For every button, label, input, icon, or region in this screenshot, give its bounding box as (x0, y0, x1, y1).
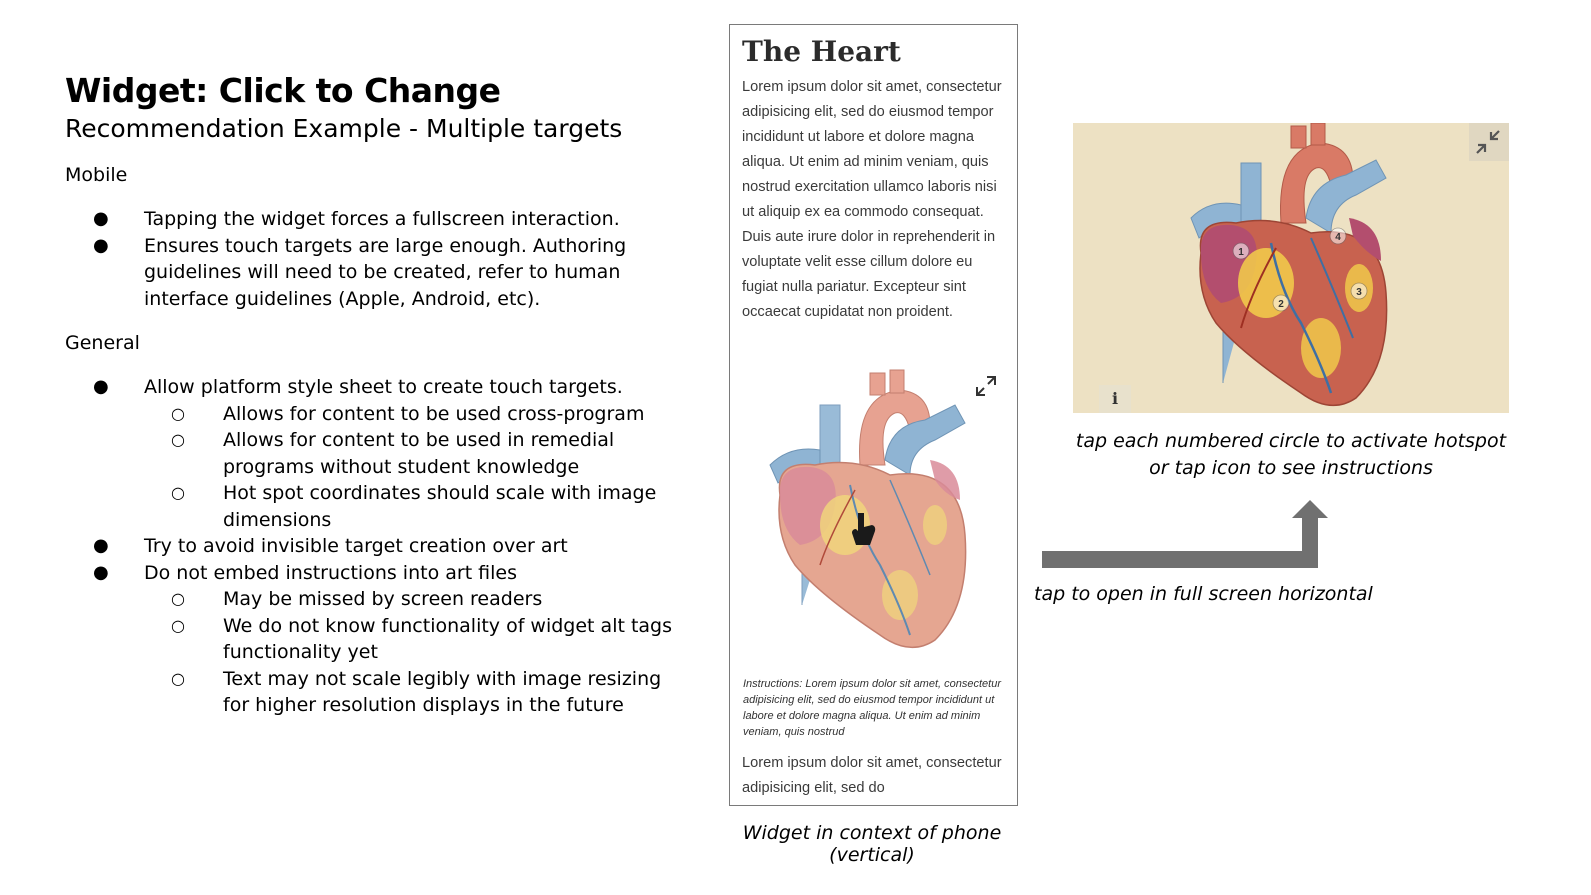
phone-mockup (729, 24, 1018, 806)
svg-text:4: 4 (1335, 232, 1341, 243)
instructions-text: Instructions: Lorem ipsum dolor sit amet, consectetur adipisicing elit, sed do eiusmod tempor incididunt ut labore et dolore magna aliqua. Ut enim ad minim veniam, quis nostrud (743, 678, 1001, 738)
slide-content (65, 70, 675, 719)
svg-text:2: 2 (1278, 299, 1284, 310)
bullet: ● (93, 208, 109, 229)
general-list (65, 374, 675, 719)
sub-list (144, 586, 675, 719)
tap-caption: tap to open in full screen horizontal (1034, 583, 1373, 605)
section-heading-mobile: Mobile (65, 164, 128, 186)
hotspot-3[interactable] (1351, 283, 1367, 299)
section-heading-general: General (65, 332, 140, 354)
sub-list (144, 401, 675, 534)
mobile-list (65, 206, 675, 312)
sub-bullet: ○ (171, 430, 185, 449)
info-button[interactable] (1099, 385, 1131, 413)
expand-icon[interactable] (975, 375, 997, 397)
list-item: ● Do not embed instructions into art files ○ May be missed by screen readers ○ We do not know functionality of widget alt tags functionality yet ○ Text may not scale legibly with image resizing for higher resolution displays in the future (65, 560, 675, 719)
sub-bullet: ○ (171, 403, 185, 423)
list-item: ● Ensures touch targets are large enough. Authoring guidelines will need to be created, refer to human interface guidelines (Apple, Android, etc). (93, 234, 627, 310)
hotspot-2[interactable] (1273, 295, 1289, 311)
svg-text:3: 3 (1356, 287, 1362, 298)
sub-bullet: ○ (171, 589, 185, 608)
arrow-right-up-icon (1040, 498, 1330, 573)
svg-text:1: 1 (1238, 247, 1244, 258)
collapse-button[interactable] (1469, 123, 1509, 161)
phone-caption: Widget in context of phone (vertical) (742, 822, 1002, 866)
sub-list-item: ○ Text may not scale legibly with image resizing for higher resolution displays in the future (171, 667, 662, 716)
sub-list-item: ○ Hot spot coordinates should scale with image dimensions (171, 482, 657, 531)
hotspot-1[interactable] (1233, 243, 1249, 259)
list-item: ● Allow platform style sheet to create touch targets. ○ Allows for content to be used cross-program ○ Allows for content to be used in remedial programs without student knowledge ○ Hot spot coordinates should scale with image dimensions (65, 374, 675, 533)
list-item: ● Tapping the widget forces a fullscreen interaction. (65, 206, 675, 233)
bullet: ● (93, 535, 109, 556)
article-title: The Heart (742, 35, 901, 68)
bullet: ● (93, 376, 109, 397)
heart-hotspot-image (1181, 123, 1401, 413)
hotspot-4[interactable] (1330, 228, 1346, 244)
fullscreen-caption: tap each numbered circle to activate hotspot or tap icon to see instructions (1075, 430, 1507, 479)
sub-list-item: ○ May be missed by screen readers (65, 586, 675, 613)
sub-bullet: ○ (171, 615, 185, 635)
article-body-continued: Lorem ipsum dolor sit amet, consectetur adipisicing elit, sed do (742, 755, 1002, 796)
slide-title: Widget: Click to Change (65, 71, 501, 110)
collapse-icon (1469, 123, 1509, 161)
sub-list-item: ○ Allows for content to be used cross-program (65, 401, 675, 428)
list-item: ● Try to avoid invisible target creation over art (65, 533, 675, 560)
sub-list-item: ○ We do not know functionality of widget alt tags functionality yet (171, 614, 673, 663)
heart-widget[interactable] (760, 365, 980, 655)
article-body: Lorem ipsum dolor sit amet, consectetur adipisicing elit, sed do eiusmod tempor incididunt ut labore et dolore magna aliqua. Ut enim ad minim veniam, quis nostrud exercitation ullamco laboris nisi ut aliquip ex ea commodo consequat. Duis aute irure dolor in reprehenderit in voluptate velit esse cillum dolore eu fugiat nulla pariatur. Excepteur sint occaecat cupidatat non proident. (742, 79, 1002, 320)
fullscreen-preview (1073, 123, 1509, 413)
sub-bullet: ○ (171, 668, 185, 688)
bullet: ● (93, 561, 109, 583)
slide-subtitle: Recommendation Example - Multiple targets (65, 114, 623, 143)
sub-bullet: ○ (171, 483, 185, 502)
info-icon: i (1111, 389, 1119, 408)
sub-list-item: ○ Allows for content to be used in remedial programs without student knowledge (171, 429, 615, 478)
bullet: ● (93, 234, 109, 256)
